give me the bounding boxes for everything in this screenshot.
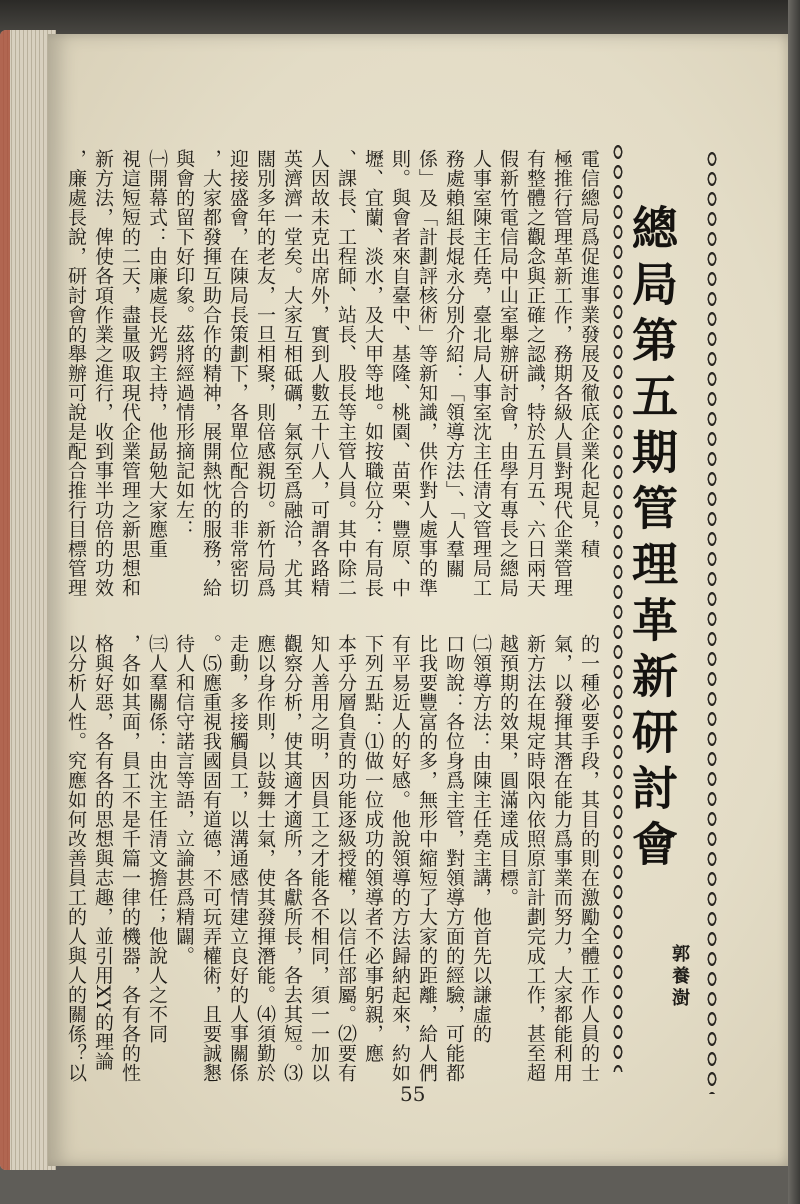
text-column: 以分析人性。究應如何改善員工的人與人的關係？以 bbox=[65, 634, 87, 1083]
text-column: 走動，多接觸員工，以溝通感情建立良好的人事關係 bbox=[227, 634, 249, 1083]
book-page bbox=[48, 34, 788, 1166]
text-column: 英濟濟一堂矣。大家互相砥礪，氣氛至爲融洽，尤其 bbox=[281, 149, 303, 598]
text-column: 極推行管理革新工作，務期各級人員對現代企業管理 bbox=[551, 149, 573, 598]
text-column: 的一種必要手段，其目的則在激勵全體工作人員的士 bbox=[578, 634, 600, 1083]
text-column: 與會的留下好印象。茲將經過情形摘記如左： bbox=[173, 149, 195, 539]
text-column: 有整體之觀念與正確之認識，特於五月五、六日兩天 bbox=[524, 149, 546, 598]
text-column: 係」及「計劃評核術」等新知識，供作對人處事的準 bbox=[416, 149, 438, 598]
text-column: 人因故未克出席外，實到人數五十八人，可謂各路精 bbox=[308, 149, 330, 598]
text-column: 、課長、工程師、站長、股長等主管人員。其中除二 bbox=[335, 149, 357, 598]
text-column: ，大家都發揮互助合作的精神，展開熱忱的服務，給 bbox=[200, 149, 222, 598]
article-title: 總局第五期管理革新研討會 bbox=[625, 204, 679, 876]
text-column: 應以身作則，以鼓舞士氣，使其發揮潛能。⑷須勤於 bbox=[254, 634, 276, 1083]
text-column: 新方法，俾使各項作業之進行，收到事半功倍的功效 bbox=[92, 149, 114, 598]
text-column: 壢、宜蘭、淡水，及大甲等地。如按職位分：有局長 bbox=[362, 149, 384, 598]
page-number: 55 bbox=[400, 1082, 426, 1106]
text-column: ，各如其面，員工不是千篇一律的機器，各有各的性 bbox=[119, 634, 141, 1083]
text-column: 新方法在規定時限內依照原訂計劃完成工作，甚至超 bbox=[524, 634, 546, 1083]
text-column: 知人善用之明，因員工之才能各不相同，須一一加以 bbox=[308, 634, 330, 1083]
article-author: 郭養澍 bbox=[669, 944, 690, 1010]
text-column: ㈡領導方法：由陳主任堯主講，他首先以謙虛的 bbox=[470, 634, 492, 1044]
text-column: ㈠開幕式：由廉處長光鍔主持，他勗勉大家應重 bbox=[146, 149, 168, 559]
text-column: 假新竹電信局中山室舉辦研討會，由學有專長之總局 bbox=[497, 149, 519, 598]
text-column: 比我要豐富的多，無形中縮短了大家的距離，給人們 bbox=[416, 634, 438, 1083]
decorative-chain-right bbox=[705, 149, 719, 1094]
text-column: 闊別多年的老友，一旦相聚，則倍感親切。新竹局爲 bbox=[254, 149, 276, 598]
text-column: 下列五點：⑴做一位成功的領導者不必事躬親，應 bbox=[362, 634, 384, 1063]
text-column: 口吻說：各位身爲主管，對領導方面的經驗，可能都 bbox=[443, 634, 465, 1083]
page-edge-color bbox=[0, 30, 10, 1170]
text-column: ，廉處長說，研討會的舉辦可說是配合推行目標管理 bbox=[65, 149, 87, 598]
text-column: 氣，以發揮其潛在能力爲事業而努力，大家都能利用 bbox=[551, 634, 573, 1083]
text-column: 則。與會者來自臺中、基隆、桃園、苗栗、豐原、中 bbox=[389, 149, 411, 598]
text-column: 越預期的效果，圓滿達成目標。 bbox=[497, 634, 519, 907]
text-column: 有平易近人的好感。他說領導的方法歸納起來，約如 bbox=[389, 634, 411, 1083]
text-column: 人事室陳主任堯，臺北局人事室沈主任清文管理局工 bbox=[470, 149, 492, 598]
text-column: ㈢人羣關係：由沈主任清文擔任；他說人之不同 bbox=[146, 634, 168, 1044]
book-spine-edge bbox=[788, 0, 800, 1204]
decorative-chain-left bbox=[611, 142, 625, 1072]
text-column: 視這短短的二天，盡量吸取現代企業管理之新思想和 bbox=[119, 149, 141, 598]
text-column: 迎接盛會，在陳局長策劃下，各單位配合的非常密切 bbox=[227, 149, 249, 598]
text-column: 電信總局爲促進事業發展及徹底企業化起見，積 bbox=[578, 149, 600, 559]
text-column: 。⑸應重視我國固有道德，不可玩弄權術，且要誠懇 bbox=[200, 634, 222, 1083]
text-column: 本乎分層負責的功能逐級授權，以信任部屬。⑵要有 bbox=[335, 634, 357, 1083]
text-column: 務處賴組長焜永分別介紹：「領導方法」、「人羣關 bbox=[443, 149, 465, 579]
text-column: 格與好惡，各有各的思想與志趣，並引用XY的理論 bbox=[92, 634, 114, 1071]
text-column: 待人和信守諾言等語，立論甚爲精闢。 bbox=[173, 634, 195, 966]
text-column: 觀察分析，使其適才適所，各獻所長，各去其短。⑶ bbox=[281, 634, 303, 1083]
